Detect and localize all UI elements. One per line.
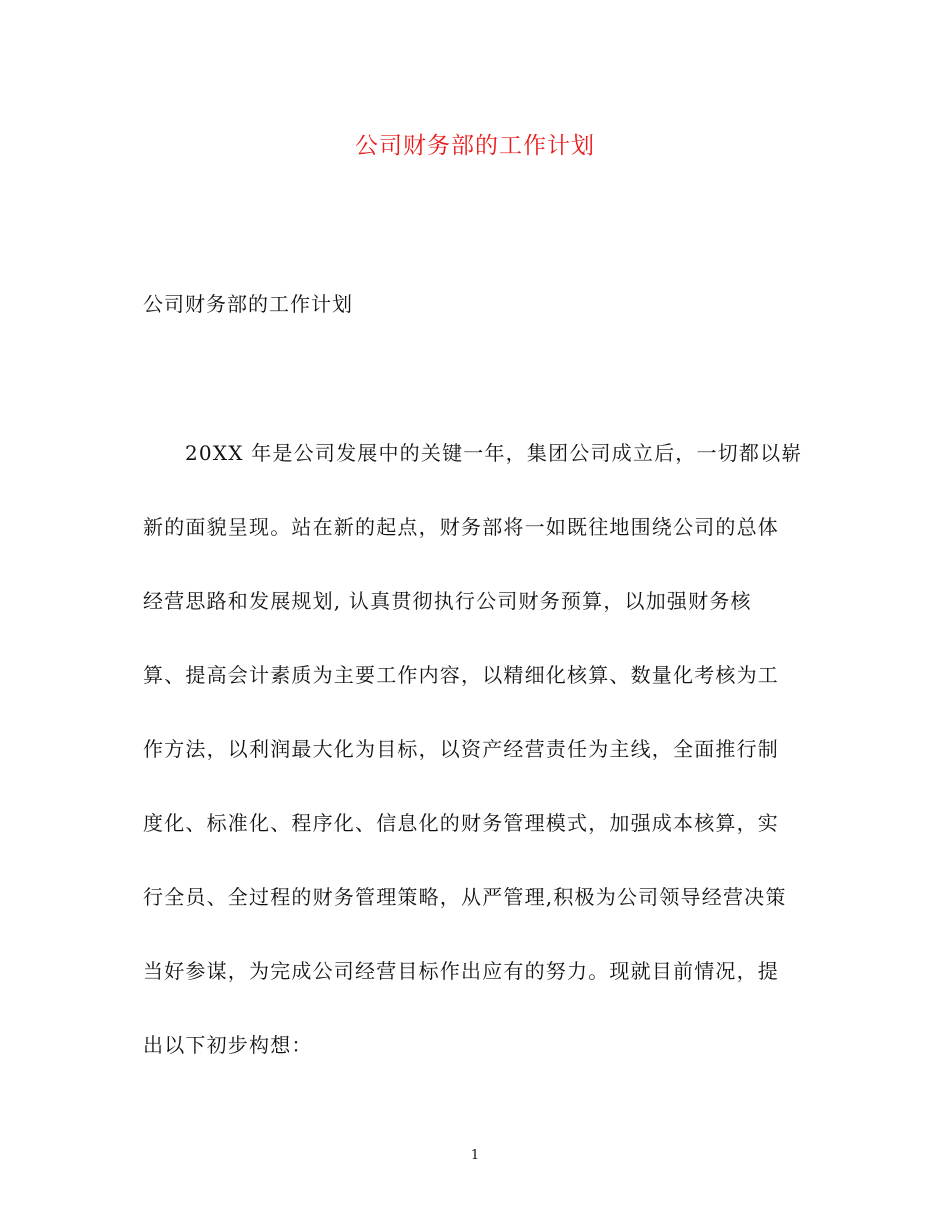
paragraph-line: 经营思路和发展规划, 认真贯彻执行公司财务预算，以加强财务核 — [143, 589, 752, 613]
paragraph-line: 度化、标准化、程序化、信息化的财务管理模式，加强成本核算，实 — [143, 811, 779, 835]
document-title: 公司财务部的工作计划 — [355, 133, 595, 159]
paragraph-line: 出以下初步构想： — [143, 1033, 313, 1057]
paragraph-line: 作方法，以利润最大化为目标，以资产经营责任为主线，全面推行制 — [143, 737, 779, 761]
document-subtitle: 公司财务部的工作计划 — [143, 292, 353, 316]
paragraph-line: 20XX 年是公司发展中的关键一年，集团公司成立后，一切都以崭 — [185, 441, 803, 465]
paragraph-line: 行全员、全过程的财务管理策略，从严管理,积极为公司领导经营决策 — [143, 885, 787, 909]
paragraph-line: 当好参谋，为完成公司经营目标作出应有的努力。现就目前情况，提 — [143, 959, 779, 983]
paragraph-line: 新的面貌呈现。站在新的起点，财务部将一如既往地围绕公司的总体 — [143, 515, 779, 539]
page-number: 1 — [470, 1148, 480, 1163]
body-paragraph — [143, 433, 813, 1099]
paragraph-line: 算、提高会计素质为主要工作内容，以精细化核算、数量化考核为工 — [143, 663, 779, 687]
